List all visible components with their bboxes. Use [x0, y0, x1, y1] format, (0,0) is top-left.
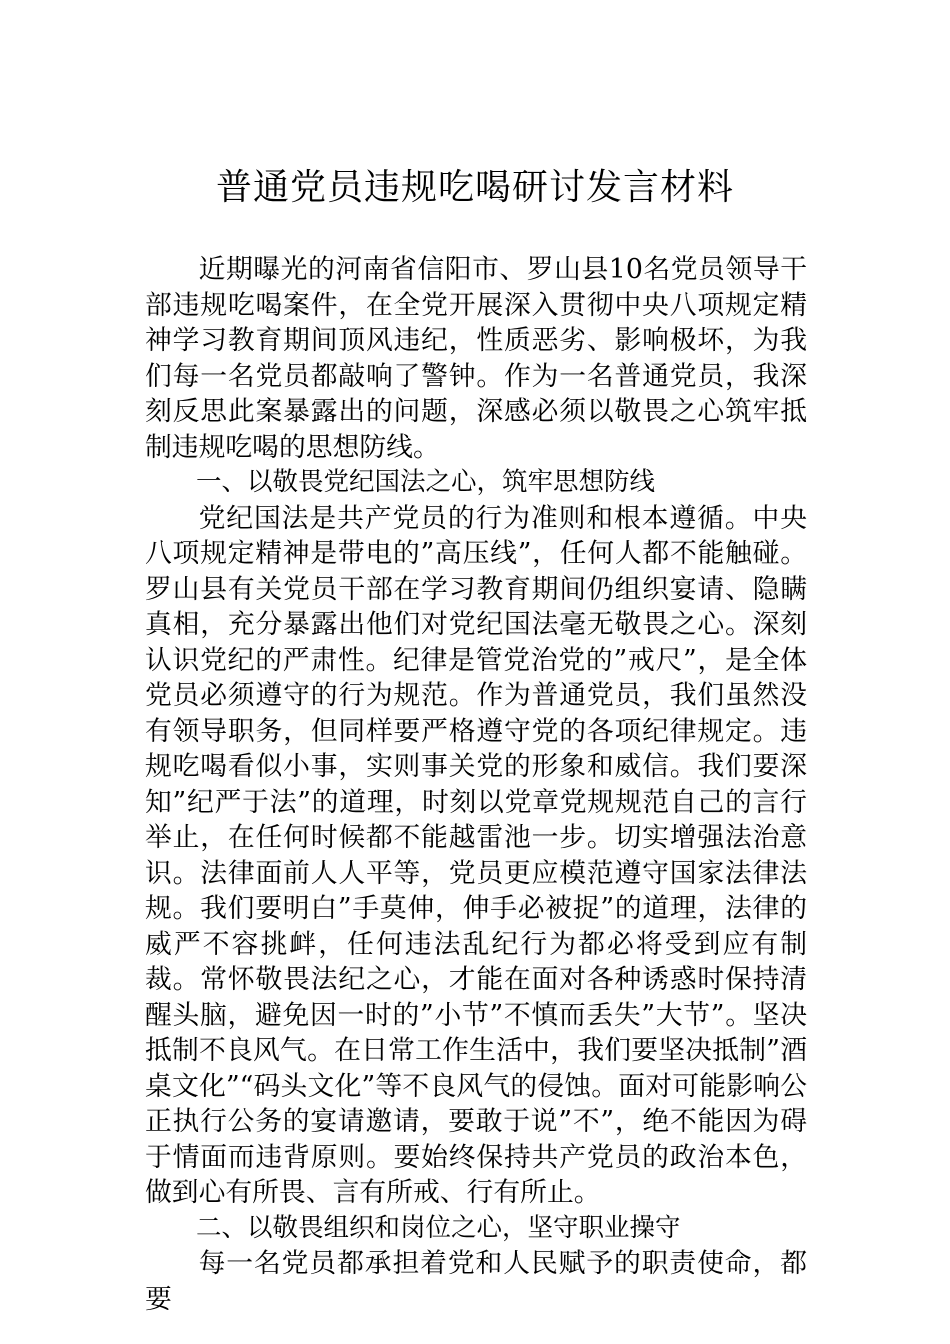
section-heading-1: 一、以敬畏党纪国法之心，筑牢思想防线 — [196, 467, 656, 497]
section-1-paragraph: 党纪国法是共产党员的行为准则和根本遵循。中央八项规定精神是带电的”高压线”，任何人都不能触碰。罗山县有关党员干部在学习教育期间仍组织宴请、隐瞒真相，充分暴露出他们对党纪国法毫无敬畏之心。深刻认识党纪的严肃性。纪律是管党治党的”戒尺”，是全体党员必须遵守的行为规范。作为普通党员，我们虽然没有领导职务，但同样要严格遵守党的各项纪律规定。违规吃喝看似小事，实则事关党的形象和威信。我们要深知”纪严于法”的道理，时刻以党章党规规范自己的言行举止，在任何时候都不能越雷池一步。切实增强法治意识。法律面前人人平等，党员更应模范遵守国家法律法规。我们要明白”手莫伸，伸手必被捉”的道理，法律的威严不容挑衅，任何违法乱纪行为都必将受到应有制裁。常怀敬畏法纪之心，才能在面对各种诱惑时保持清醒头脑，避免因一时的”小节”不慎而丢失”大节”。坚决抵制不良风气。在日常工作生活中，我们要坚决抵制”酒桌文化”“码头文化”等不良风气的侵蚀。面对可能影响公正执行公务的宴请邀请，要敢于说”不”，绝不能因为碍于情面而违背原则。要始终保持共产党员的政治本色，做到心有所畏、言有所戒、行有所止。 — [145, 502, 807, 1208]
section-2-paragraph: 每一名党员都承担着党和人民赋予的职责使命，都要 — [145, 1248, 807, 1315]
section-heading-2: 二、以敬畏组织和岗位之心，坚守职业操守 — [196, 1212, 681, 1243]
intro-paragraph: 近期曝光的河南省信阳市、罗山县10名党员领导干部违规吃喝案件，在全党开展深入贯彻中央八项规定精神学习教育期间顶风违纪，性质恶劣、影响极坏，为我们每一名党员都敲响了警钟。作为一名普通党员，我深刻反思此案暴露出的问题，深感必须以敬畏之心筑牢抵制违规吃喝的思想防线。 — [145, 254, 807, 463]
document-body — [145, 252, 807, 1317]
document-title: 普通党员违规吃喝研讨发言材料 — [215, 167, 734, 208]
